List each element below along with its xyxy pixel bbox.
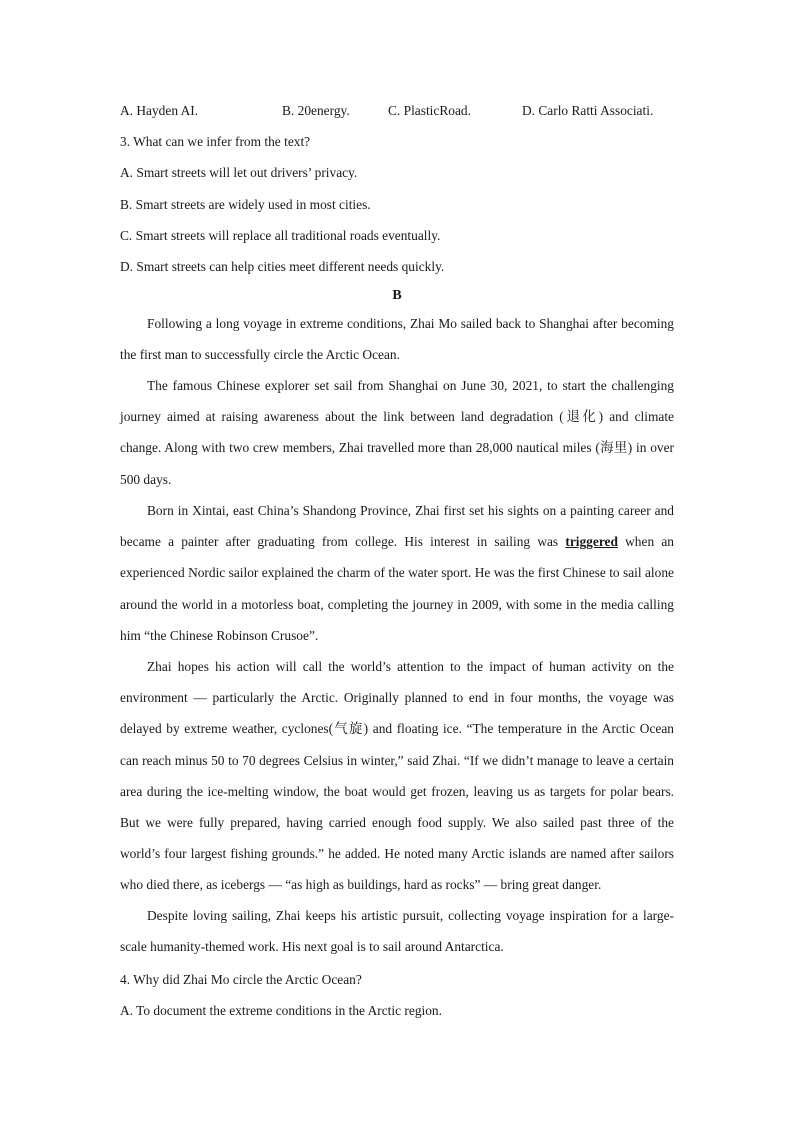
highlighted-word: triggered xyxy=(565,534,618,550)
paragraph-3-text-end: when an experienced Nordic sailor explained the charm of the water sport. He was the first Chinese to sail alone around the world in a motorless boat, completing the journey in 2009, with some in the media calling him “the Chinese Robinson Crusoe”. xyxy=(120,534,674,643)
paragraph-3 xyxy=(120,495,674,651)
q4-option-a: A. To document the extreme conditions in the Arctic region. xyxy=(120,1003,442,1018)
q3-question: 3. What can we infer from the text? xyxy=(120,134,311,149)
paragraph-4: Zhai hopes his action will call the world’s attention to the impact of human activity on the environment — particularly the Arctic. Originally planned to end in four months, the voyage was delayed by extreme weather, cyclones(气旋) and floating ice. “The temperature in the Arctic Ocean can reach minus 50 to 70 degrees Celsius in winter,” said Zhai. “If we didn’t manage to leave a certain area during the ice-melting window, the boat would get frozen, leaving us as targets for polar bears. But we were fully prepared, having carried enough food supply. We also sailed past three of the world’s four largest fishing grounds.” he added. He noted many Arctic islands are named after sailors who died there, as icebergs — “as high as buildings, hard as rocks” — bring great danger. xyxy=(120,659,674,893)
paragraph-3-text-start: Born in Xintai, east China’s Shandong Province, Zhai first set his sights on a painting career and became a painter after graduating from college. His interest in sailing was xyxy=(120,503,674,550)
q2-option-a: A. Hayden AI. xyxy=(120,103,199,118)
paragraph-5: Despite loving sailing, Zhai keeps his artistic pursuit, collecting voyage inspiration for a large-scale humanity-themed work. His next goal is to sail around Antarctica. xyxy=(120,908,674,955)
q3-option-d: D. Smart streets can help cities meet different needs quickly. xyxy=(120,259,445,274)
q2-option-b: B. 20energy. xyxy=(282,103,350,118)
section-title: B xyxy=(392,288,402,303)
q2-option-d: D. Carlo Ratti Associati. xyxy=(522,103,654,118)
q3-option-c: C. Smart streets will replace all traditional roads eventually. xyxy=(120,228,441,243)
q2-options xyxy=(120,102,674,120)
paragraph-2: The famous Chinese explorer set sail from Shanghai on June 30, 2021, to start the challenging journey aimed at raising awareness about the link between land degradation (退化) and climate change. Along with two crew members, Zhai travelled more than 28,000 nautical miles (海里) in over 500 days. xyxy=(120,378,674,487)
paragraph-1: Following a long voyage in extreme conditions, Zhai Mo sailed back to Shanghai after becoming the first man to successfully circle the Arctic Ocean. xyxy=(120,316,674,363)
q2-option-c: C. PlasticRoad. xyxy=(388,103,471,118)
q3-option-a: A. Smart streets will let out drivers’ privacy. xyxy=(120,165,358,180)
q3-option-b: B. Smart streets are widely used in most cities. xyxy=(120,197,371,212)
q4-question: 4. Why did Zhai Mo circle the Arctic Ocean? xyxy=(120,972,362,987)
